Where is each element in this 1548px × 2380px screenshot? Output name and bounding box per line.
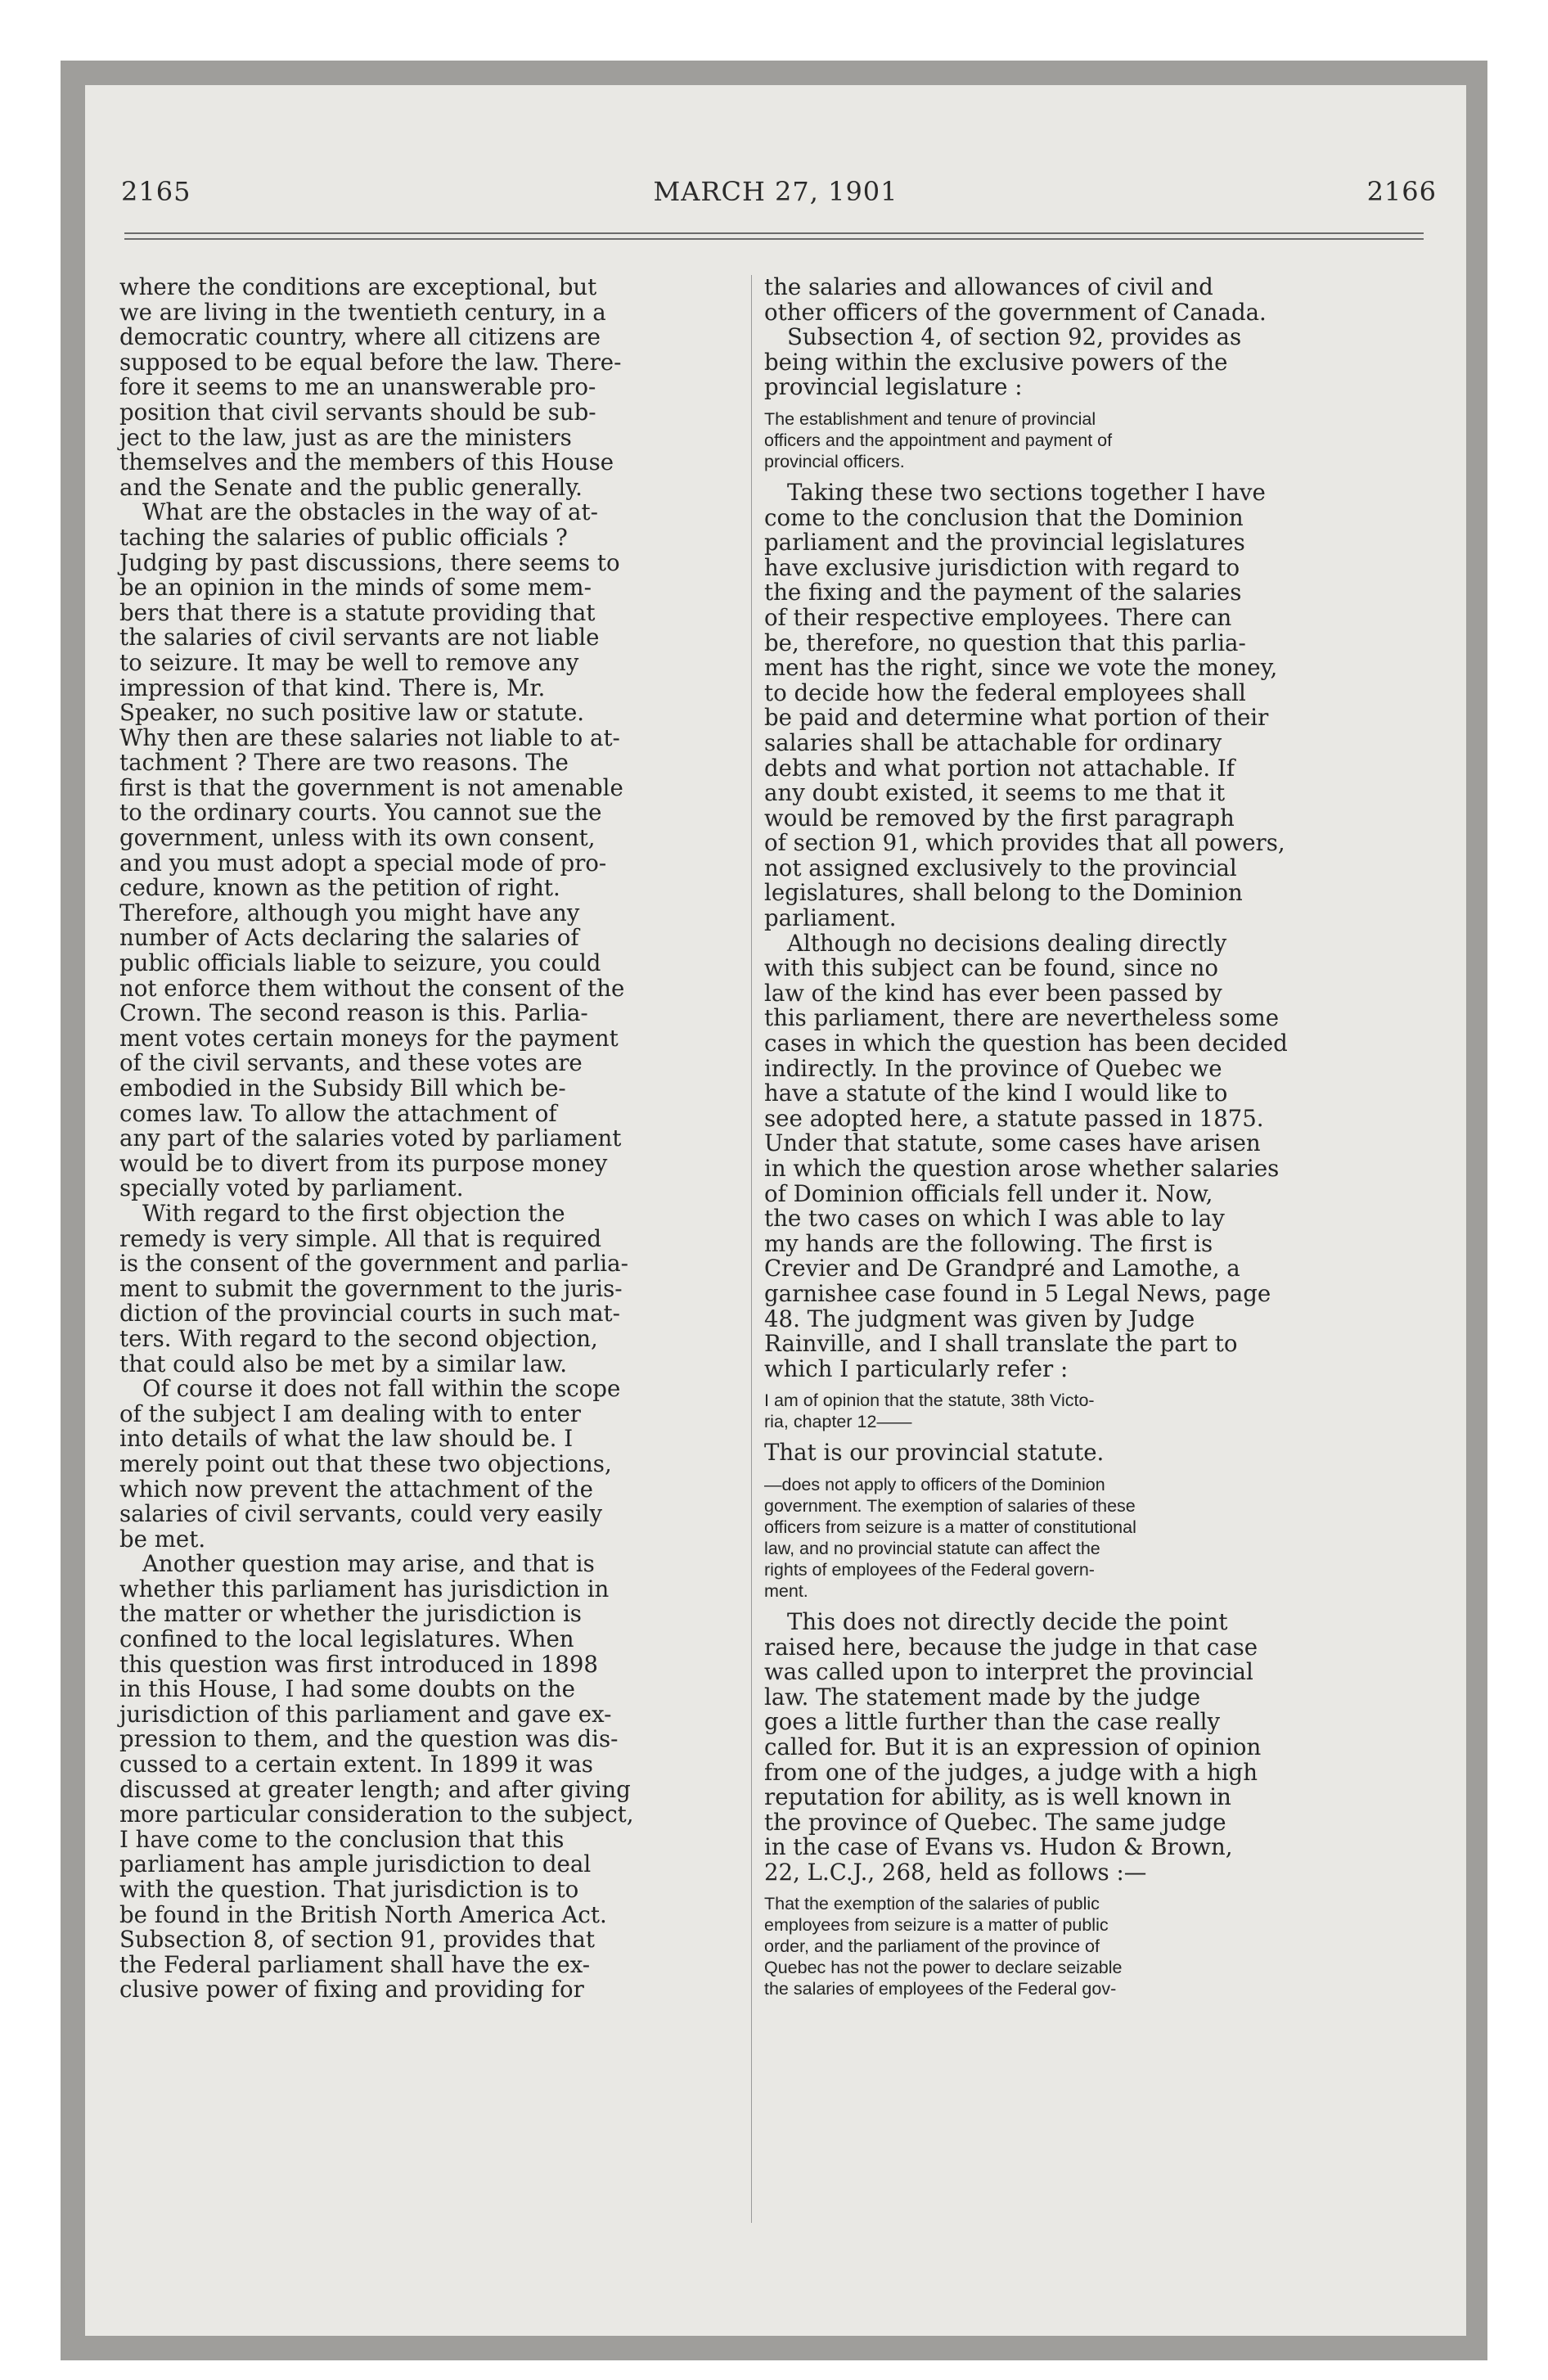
header-rule <box>124 232 1424 234</box>
paragraph: the salaries and allowances of civil and other officers of the government of Canada. <box>764 273 1267 326</box>
header-rule <box>124 238 1424 240</box>
paragraph: Although no decisions dealing directly with this subject can be found, since no law of the kind has ever been passed by this parliament, there are nevertheless some cases in which the question has been decided indirectly. In the province of Quebec we have a statute of the kind I would like to see adopted here, a statute passed in 1875. Under that statute, some cases have arisen in which the question arose whether salaries of Dominion officials fell under it. Now, the two cases on which I was able to lay my hands are the following. The first is Crevier and De Grandpré and Lamothe, a garnishee case found in 5 Legal News, page 48. The judgment was given by Judge Rainville, and I shall translate the part to which I particularly refer : <box>764 929 1288 1382</box>
paragraph: That is our provincial statute. <box>764 1439 1105 1467</box>
left-column <box>119 275 741 2003</box>
block-quote: That the exemption of the salaries of public employees from seizure is a matter of public order, and the parliament of the province of Quebec has not the power to declare seizable the salaries of employees of the Federal gov- <box>764 1894 1123 1999</box>
page-sheet <box>85 85 1466 2336</box>
page-date-header: MARCH 27, 1901 <box>653 176 898 207</box>
paragraph: This does not directly decide the point raised here, because the judge in that case was called upon to interpret the provincial law. The statement made by the judge goes a little further than the case really called for. But it is an expression of opinion from one of the judges, a judge with a high reputation for ability, as is well known in the province of Quebec. The same judge in the case of Evans vs. Hudon & Brown, 22, L.C.J., 268, held as follows :— <box>764 1607 1262 1886</box>
block-quote: The establishment and tenure of provincial officers and the appointment and payment of provincial officers. <box>764 408 1113 471</box>
paragraph: Of course it does not fall within the scope of the subject I am dealing with to enter into details of what the law should be. I merely point out that these two objections, which now prevent the attachment of the salaries of civil servants, could very easily be met. <box>119 1375 621 1553</box>
paragraph: Taking these two sections together I have come to the conclusion that the Dominion parliament and the provincial legislatures have exclusive jurisdiction with regard to the fixing and the payment of the salaries of their respective employees. There can be, therefore, no question that this parlia- ment has the right, since we vote the money, to decide how the federal employees shall be paid and determine what portion of their salaries shall be attachable for ordinary debts and what portion not attachable. If any doubt existed, it seems to me that it would be removed by the first paragraph of section 91, which provides that all powers, not assigned exclusively to the provincial legislatures, shall belong to the Dominion parliament. <box>764 478 1285 932</box>
right-column <box>764 275 1394 2008</box>
page-number-right: 2166 <box>1366 176 1437 207</box>
paragraph: What are the obstacles in the way of at- taching the salaries of public officials ? Judging by past discussions, there seems to be an opinion in the minds of some mem- bers that there is a statute providing that the salaries of civil servants are not liable to seizure. It may be well to remove any impression of that kind. There is, Mr. Speaker, no such positive law or statute. Why then are these salaries not liable to at- tachment ? There are two reasons. The first is that the government is not amenable to the ordinary courts. You cannot sue the government, unless with its own consent, and you must adopt a special mode of pro- cedure, known as the petition of right. Therefore, although you might have any number of Acts declaring the salaries of public officials liable to seizure, you could not enforce them without the consent of the Crown. The second reason is this. Parlia- ment votes certain moneys for the payment of the civil servants, and these votes are embodied in the Subsidy Bill which be- comes law. To allow the attachment of any part of the salaries voted by parliament would be to divert from its purpose money specially voted by parliament. <box>119 498 625 1202</box>
paragraph: With regard to the first objection the remedy is very simple. All that is required is the consent of the government and parlia- ment to submit the government to the juris- diction of the provincial courts in such mat- ters. With regard to the second objection, that could also be met by a similar law. <box>119 1199 628 1377</box>
paragraph: Subsection 4, of section 92, provides as being within the exclusive powers of the provincial legislature : <box>764 323 1242 401</box>
paragraph: where the conditions are exceptional, but we are living in the twentieth century, in a democratic country, where all citizens are supposed to be equal before the law. There- fore it seems to me an unanswerable pro- position that civil servants should be sub- ject to the law, just as are the ministers themselves and the members of this House and the Senate and the public generally. <box>119 273 622 501</box>
column-divider <box>751 275 752 2223</box>
block-quote: —does not apply to officers of the Dominion government. The exemption of salaries of these officers from seizure is a matter of constitutional law, and no provincial statute can affect the rights of employees of the Federal govern- ment. <box>764 1474 1136 1601</box>
block-quote: I am of opinion that the statute, 38th Victo- ria, chapter 12—— <box>764 1391 1095 1432</box>
paragraph: Another question may arise, and that is whether this parliament has jurisdiction in the matter or whether the jurisdiction is confined to the local legislatures. When this question was first introduced in 1898 in this House, I had some doubts on the jurisdiction of this parliament and gave ex- pression to them, and the question was dis- cussed to a certain extent. In 1899 it was discussed at greater length; and after giving more particular consideration to the subject, I have come to the conclusion that this parliament has ample jurisdiction to deal with the question. That jurisdiction is to be found in the British North America Act. Subsection 8, of section 91, provides that the Federal parliament shall have the ex- clusive power of fixing and providing for <box>119 1550 634 2004</box>
page-number-left: 2165 <box>121 176 191 207</box>
